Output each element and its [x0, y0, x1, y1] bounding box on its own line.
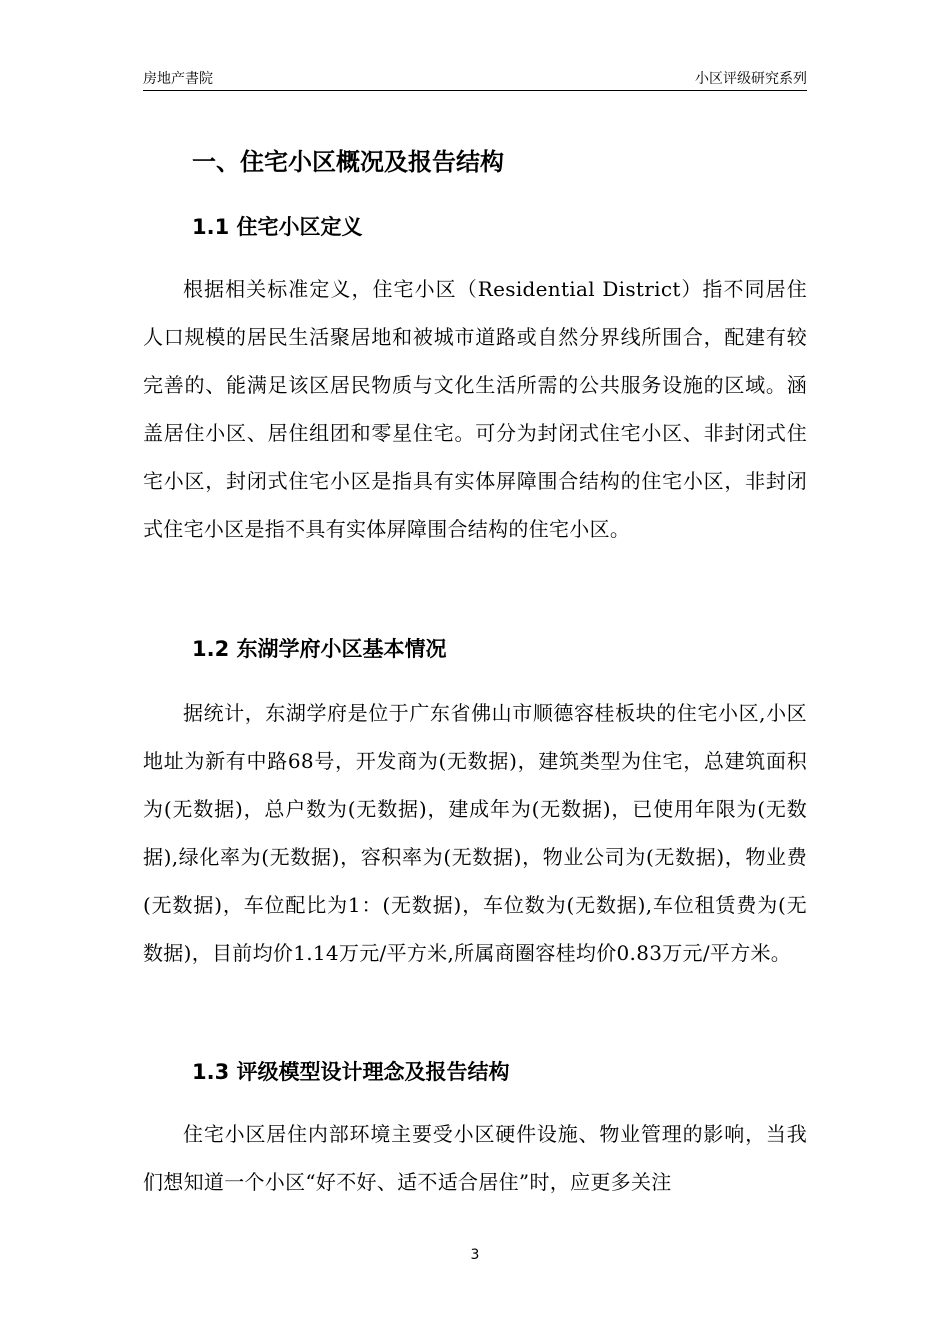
section-paragraph-1-1: 根据相关标准定义，住宅小区（Residential District）指不同居住人口规模的居民生活聚居地和被城市道路或自然分界线所围合，配建有较完善的、能满足该区居民物质与文化生活所需的公共服务设施的区域。涵盖居住小区、居住组团和零星住宅。可分为封闭式住宅小区、非封闭式住宅小区，封闭式住宅小区是指具有实体屏障围合结构的住宅小区，非封闭式住宅小区是指不具有实体屏障围合结构的住宅小区。 — [143, 277, 807, 541]
chapter-title: 一、住宅小区概况及报告结构 — [192, 148, 504, 176]
page-header — [143, 64, 807, 91]
header-series-title: 小区评级研究系列 — [695, 71, 807, 87]
page-number: 3 — [470, 1247, 480, 1263]
section-title-1-1: 1.1 住宅小区定义 — [192, 215, 363, 239]
header-publisher: 房地产書院 — [143, 71, 213, 87]
section-title-1-3: 1.3 评级模型设计理念及报告结构 — [192, 1060, 510, 1084]
section-title-1-2: 1.2 东湖学府小区基本情况 — [192, 637, 447, 661]
section-paragraph-1-2: 据统计，东湖学府是位于广东省佛山市顺德容桂板块的住宅小区,小区地址为新有中路68号，开发商为(无数据)，建筑类型为住宅，总建筑面积为(无数据)，总户数为(无数据)，建成年为(无数据)，已使用年限为(无数据),绿化率为(无数据)，容积率为(无数据)，物业公司为(无数据)，物业费(无数据)，车位配比为1：(无数据)，车位数为(无数据),车位租赁费为(无数据)，目前均价1.14万元/平方米,所属商圈容桂均价0.83万元/平方米。 — [143, 701, 807, 965]
section-paragraph-1-3: 住宅小区居住内部环境主要受小区硬件设施、物业管理的影响，当我们想知道一个小区“好不好、适不适合居住”时，应更多关注 — [143, 1122, 807, 1194]
